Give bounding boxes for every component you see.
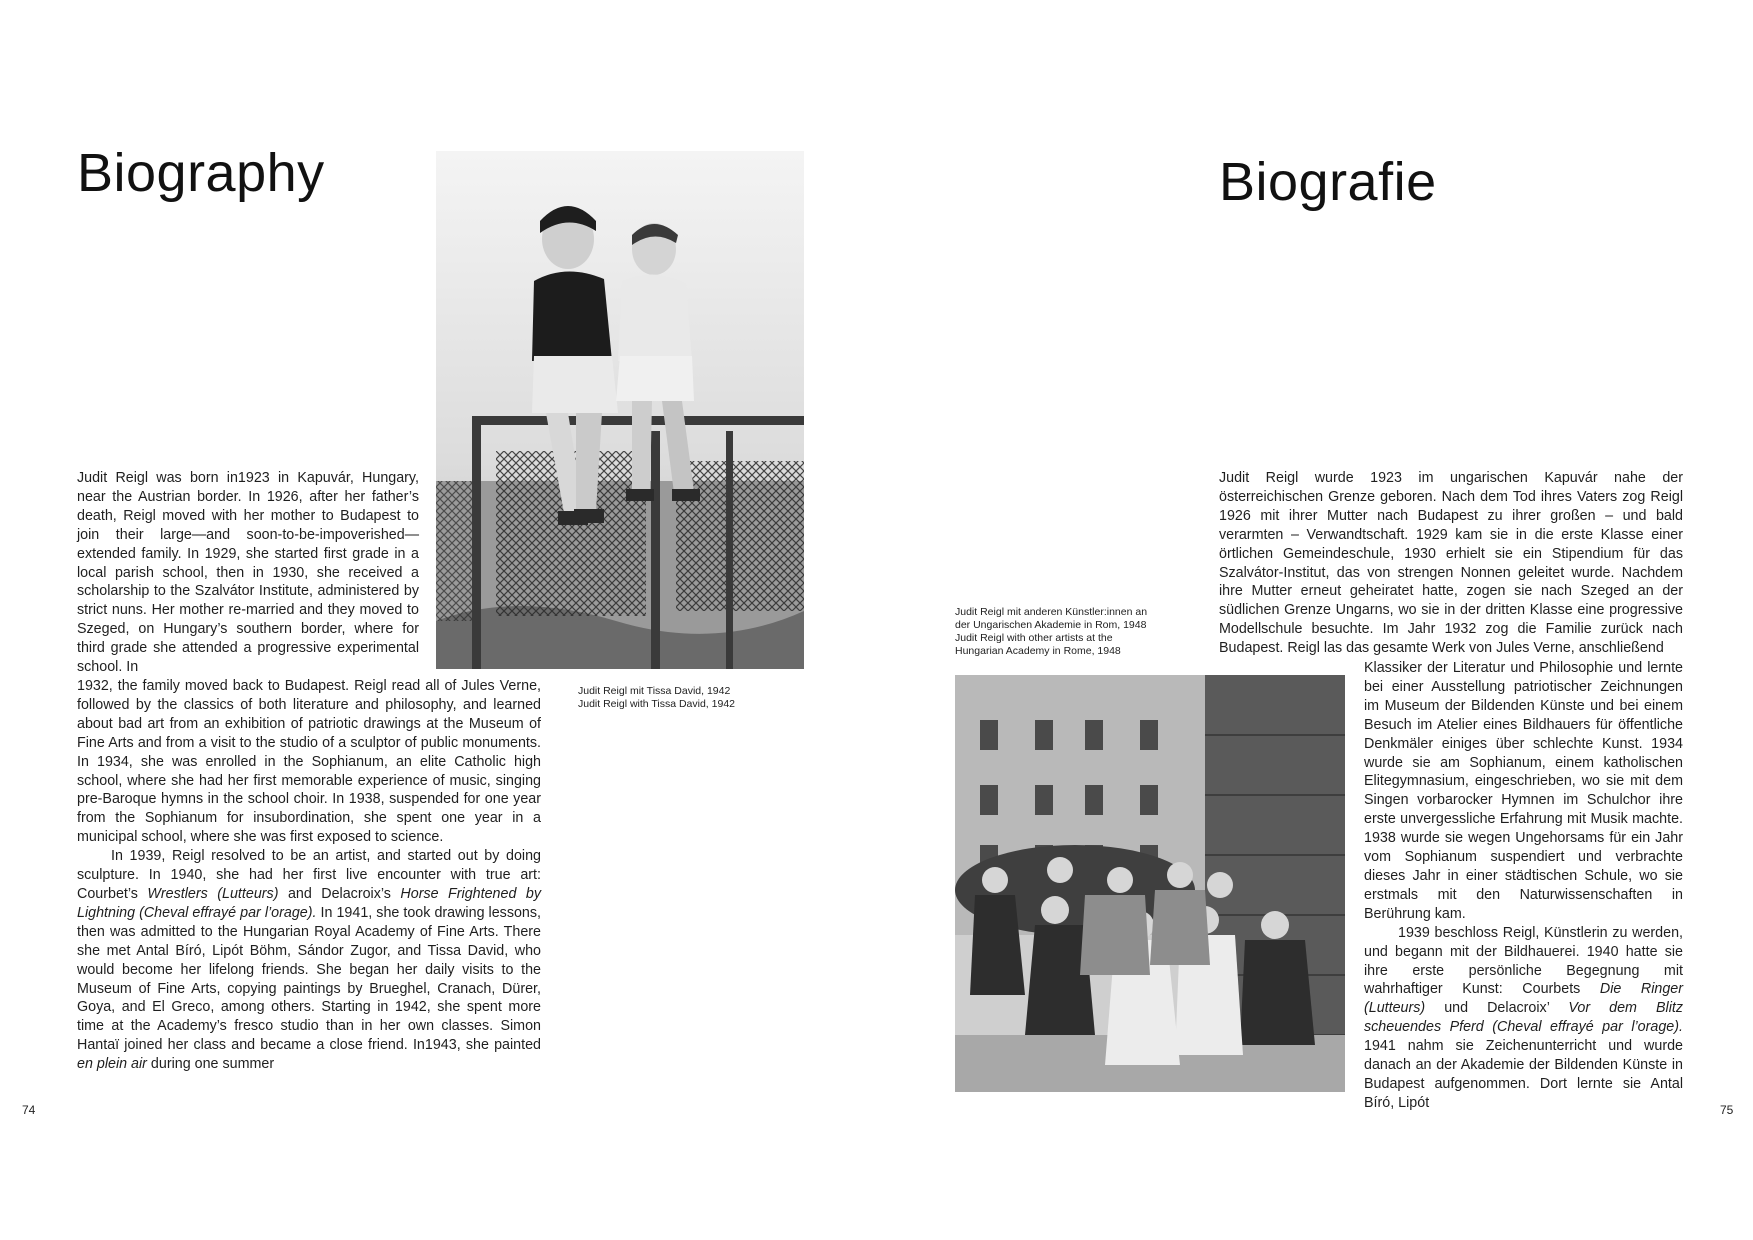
caption-line: der Ungarischen Akademie in Rom, 1948 bbox=[955, 619, 1147, 631]
photo-caption-left bbox=[578, 685, 798, 711]
page-number-left: 74 bbox=[22, 1103, 36, 1117]
caption-line: Hungarian Academy in Rome, 1948 bbox=[955, 645, 1121, 657]
biography-text-narrow bbox=[77, 469, 419, 677]
paragraph: Judit Reigl wurde 1923 im ungarischen Kapuvár nahe der österreichischen Grenze geboren. Nach dem Tod ihres Vaters zog Reigl 1926 mit ihrer Mutter nach Budapest zu ihrer großen – und bald verarmten – Verwandtschaft. 1929 kam sie in die erste Klasse einer örtlichen Gemeindeschule, 1930 erhielt sie ein Stipendium für das Szalvátor-Institut, das von strengen Nonnen geleitet wurde. Nachdem ihre Mutter erneut geheiratet hatte, zogen sie nach Szeged an der südlichen Grenze Ungarns, wo sie in der dritten Klasse eine progressive Modellschule besuchte. Im Jahr 1932 zog die Familie zurück nach Budapest. Reigl las das gesamte Werk von Jules Verne, anschließend bbox=[1219, 470, 1683, 657]
page-title-german: Biografie bbox=[1219, 152, 1437, 212]
paragraph: Judit Reigl was born in1923 in Kapuvár, Hungary, near the Austrian border. In 1926, after her father’s death, Reigl moved with her mother to Budapest to join their large—and soon-to-be-impoverished—extended family. In 1929, she started first grade in a local parish school, then in 1930, she received a scholarship to the Szalvátor Institute, administered by strict nuns. Her mother re-married and they moved to Szeged, on Hungary’s southern border, where for third grade she attended a progressive experimental school. In bbox=[77, 470, 419, 676]
paragraph: 1939 beschloss Reigl, Künstlerin zu werden, und begann mit der Bildhauerei. 1940 hatte sie ihre erste persönliche Begegnung mit wahrhaftiger Kunst: Courbets Die Ringer (Lutteurs) und Delacroix’ Vor dem Blitz scheuendes Pferd (Cheval effrayé par l’orage). 1941 nahm sie Zeichenunterricht und wurde danach an der Akademie der Bildenden Künste in Budapest aufgenommen. Dort lernte sie Antal Bíró, Lipót bbox=[1364, 924, 1683, 1111]
paragraph: 1932, the family moved back to Budapest. Reigl read all of Jules Verne, followed by the classics of both literature and philosophy, and learned about bad art from an exhibition of patriotic drawings at the Museum of Fine Arts and from a visit to the studio of a sculptor of public monuments. In 1934, she was enrolled in the Sophianum, an elite Catholic high school, where she had her first memorable experience of music, singing pre-Baroque hymns in the school choir. In 1938, suspended for one year from the Sophianum for insubordination, she spent one year in a municipal school, where she was first exposed to science. bbox=[77, 678, 541, 846]
caption-german: Judit Reigl mit Tissa David, 1942 bbox=[578, 685, 731, 697]
photo-caption-right bbox=[955, 606, 1185, 658]
biografie-text-narrow bbox=[1364, 659, 1683, 1113]
caption-english: Judit Reigl with Tissa David, 1942 bbox=[578, 698, 735, 710]
biography-text-wide bbox=[77, 677, 541, 1074]
biografie-text-wide bbox=[1219, 469, 1683, 658]
photograph-icon bbox=[955, 675, 1345, 1092]
caption-line: Judit Reigl with other artists at the bbox=[955, 632, 1113, 644]
paragraph: Klassiker der Literatur und Philosophie und lernte bei einer Ausstellung patriotischer Zeichnungen im Museum der Bildenden Künste und bei einem Besuch im Atelier eines Bildhauers für öffentliche Denkmäler einiges über schlechte Kunst. 1934 wurde sie am Sophianum, einem katholischen Elitegymnasium, eingeschrieben, wo sie mit dem Singen vorbarocker Hymnen im Schulchor ihre erste unvergessliche Erfahrung mit Musik machte. 1938 wurde sie wegen Ungehorsams für ein Jahr vom Sophianum suspendiert und verbrachte dieses Jahr in einer städtischen Schule, wo sie erstmals mit den Naturwissenschaften in Berührung kam. bbox=[1364, 660, 1683, 922]
photograph-icon bbox=[436, 151, 804, 669]
photo-group-of-artists bbox=[955, 675, 1345, 1092]
page-number-right: 75 bbox=[1720, 1103, 1734, 1117]
photo-reigl-with-tissa-david bbox=[436, 151, 804, 669]
caption-line: Judit Reigl mit anderen Künstler:innen an bbox=[955, 606, 1148, 618]
paragraph: In 1939, Reigl resolved to be an artist, and started out by doing sculpture. In 1940, she had her first live encounter with true art: Courbet’s Wrestlers (Lutteurs) and Delacroix’s Horse Frightened by Lightning (Cheval effrayé par l’orage). In 1941, she took drawing lessons, then was admitted to the Hungarian Royal Academy of Fine Arts. There she met Antal Bíró, Lipót Böhm, Sándor Zugor, and Tissa David, who would become her lifelong friends. She began her daily visits to the Museum of Fine Arts, copying paintings by Brueghel, Cranach, Dürer, Goya, and El Greco, among others. Starting in 1942, she spent more time at the Academy’s fresco studio than in her own classes. Simon Hantaï joined her class and became a close friend. In1943, she painted en plein air during one summer bbox=[77, 848, 542, 1073]
page-title-english: Biography bbox=[77, 143, 325, 203]
